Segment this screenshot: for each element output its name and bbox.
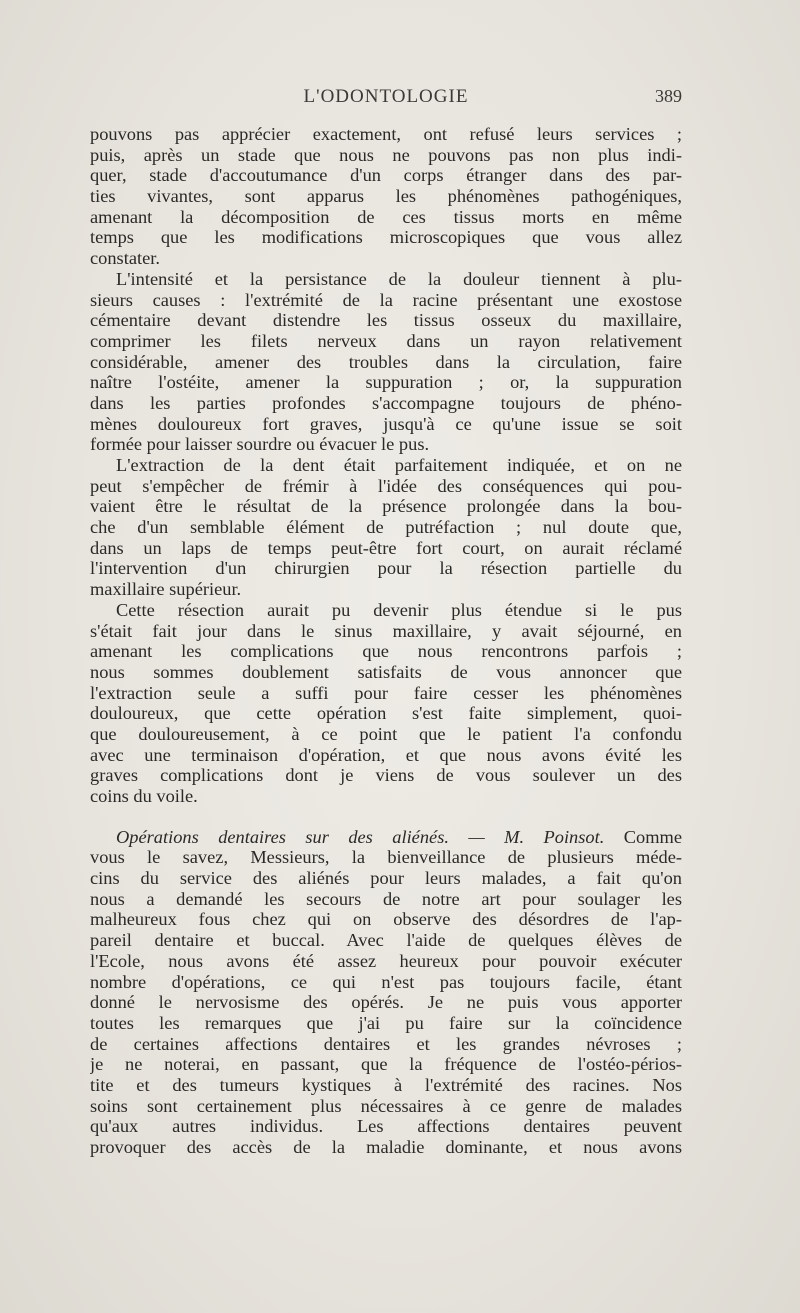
section-heading: Opérations dentaires sur des aliénés. — M. Poinsot.	[116, 826, 605, 847]
text-line: donné le nervosisme des opérés. Je ne puis vous apporter	[90, 992, 682, 1013]
text-line: de certaines affections dentaires et les grandes névroses ;	[90, 1033, 682, 1054]
text-line: dans les parties profondes s'accompagne toujours de phéno-	[90, 392, 682, 413]
text-line: L'intensité et la persistance de la douleur tiennent à plu-	[116, 268, 682, 289]
paragraph-gap	[90, 807, 682, 827]
text-line: cins du service des aliénés pour leurs malades, a fait qu'on	[90, 868, 682, 889]
text-fragment: Comme	[604, 826, 682, 847]
text-line: provoquer des accès de la maladie dominante, et nous avons	[90, 1137, 682, 1157]
text-line: soins sont certainement plus nécessaires à ce genre de malades	[90, 1095, 682, 1116]
text-line: s'était fait jour dans le sinus maxillaire, y avait séjourné, en	[90, 620, 682, 641]
text-line: l'Ecole, nous avons été assez heureux pour pouvoir exécuter	[90, 950, 682, 971]
text-line: douloureux, que cette opération s'est faite simplement, quoi-	[90, 703, 682, 724]
text-line: formée pour laisser sourdre ou évacuer le pus.	[90, 434, 430, 455]
text-line: maxillaire supérieur.	[90, 579, 242, 600]
text-line: malheureux fous chez qui on observe des désordres de l'ap-	[90, 909, 682, 930]
text-line: sieurs causes : l'extrémité de la racine présentant une exostose	[90, 289, 682, 310]
text-line: ties vivantes, sont apparus les phénomènes pathogéniques,	[90, 186, 682, 207]
text-line: quer, stade d'accoutumance d'un corps étranger dans des par-	[90, 165, 682, 186]
text-line: Cette résection aurait pu devenir plus étendue si le pus	[116, 599, 682, 620]
paragraph-3	[90, 455, 682, 600]
body-text	[90, 124, 682, 1158]
text-line: temps que les modifications microscopiques que vous allez	[90, 227, 682, 248]
running-title: L'ODONTOLOGIE	[303, 86, 469, 107]
text-line: que douloureusement, à ce point que le patient l'a confondu	[90, 723, 682, 744]
text-line: amenant les complications que nous rencontrons parfois ;	[90, 641, 682, 662]
text-line: pouvons pas apprécier exactement, ont refusé leurs services ;	[90, 124, 682, 144]
text-line: coins du voile.	[90, 786, 198, 806]
text-line: puis, après un stade que nous ne pouvons pas non plus indi-	[90, 144, 682, 165]
text-line: che d'un semblable élément de putréfaction ; nul doute que,	[90, 517, 682, 538]
paragraph-4	[90, 600, 682, 807]
text-line: L'extraction de la dent était parfaitement indiquée, et on ne	[116, 455, 682, 475]
text-line: avec une terminaison d'opération, et que nous avons évité les	[90, 744, 682, 765]
text-line: considérable, amener des troubles dans la circulation, faire	[90, 351, 682, 372]
text-line: vaient être le résultat de la présence prolongée dans la bou-	[90, 496, 682, 517]
text-line: comprimer les filets nerveux dans un rayon relativement	[90, 330, 682, 351]
text-line: nous a demandé les secours de notre art pour soulager les	[90, 888, 682, 909]
text-line: nombre d'opérations, ce qui n'est pas toujours facile, étant	[90, 971, 682, 992]
text-line: dans un laps de temps peut-être fort court, on aurait réclamé	[90, 537, 682, 558]
page-header	[90, 86, 682, 110]
text-line: qu'aux autres individus. Les affections dentaires peuvent	[90, 1116, 682, 1137]
text-line: vous le savez, Messieurs, la bienveillance de plusieurs méde-	[90, 847, 682, 868]
text-line: mènes douloureux fort graves, jusqu'à ce qu'une issue se soit	[90, 413, 682, 434]
paragraph-1	[90, 124, 682, 269]
text-line: amenant la décomposition de ces tissus morts en même	[90, 206, 682, 227]
text-line: je ne noterai, en passant, que la fréquence de l'ostéo-périos-	[90, 1054, 682, 1075]
text-line	[90, 827, 682, 848]
text-line: peut s'empêcher de frémir à l'idée des conséquences qui pou-	[90, 475, 682, 496]
paragraph-2	[90, 269, 682, 455]
text-line: graves complications dont je viens de vous soulever un des	[90, 765, 682, 786]
text-line: pareil dentaire et buccal. Avec l'aide de quelques élèves de	[90, 930, 682, 951]
text-line: naître l'ostéite, amener la suppuration ; or, la suppuration	[90, 372, 682, 393]
text-line: toutes les remarques que j'ai pu faire sur la coïncidence	[90, 1012, 682, 1033]
text-line: l'intervention d'un chirurgien pour la résection partielle du	[90, 558, 682, 579]
page-number: 389	[655, 86, 682, 106]
text-line: l'extraction seule a suffi pour faire cesser les phénomènes	[90, 682, 682, 703]
text-line: nous sommes doublement satisfaits de vous annoncer que	[90, 661, 682, 682]
text-line: constater.	[90, 248, 160, 269]
text-line: tite et des tumeurs kystiques à l'extrémité des racines. Nos	[90, 1074, 682, 1095]
paragraph-5	[90, 827, 682, 1158]
text-line: cémentaire devant distendre les tissus osseux du maxillaire,	[90, 310, 682, 331]
